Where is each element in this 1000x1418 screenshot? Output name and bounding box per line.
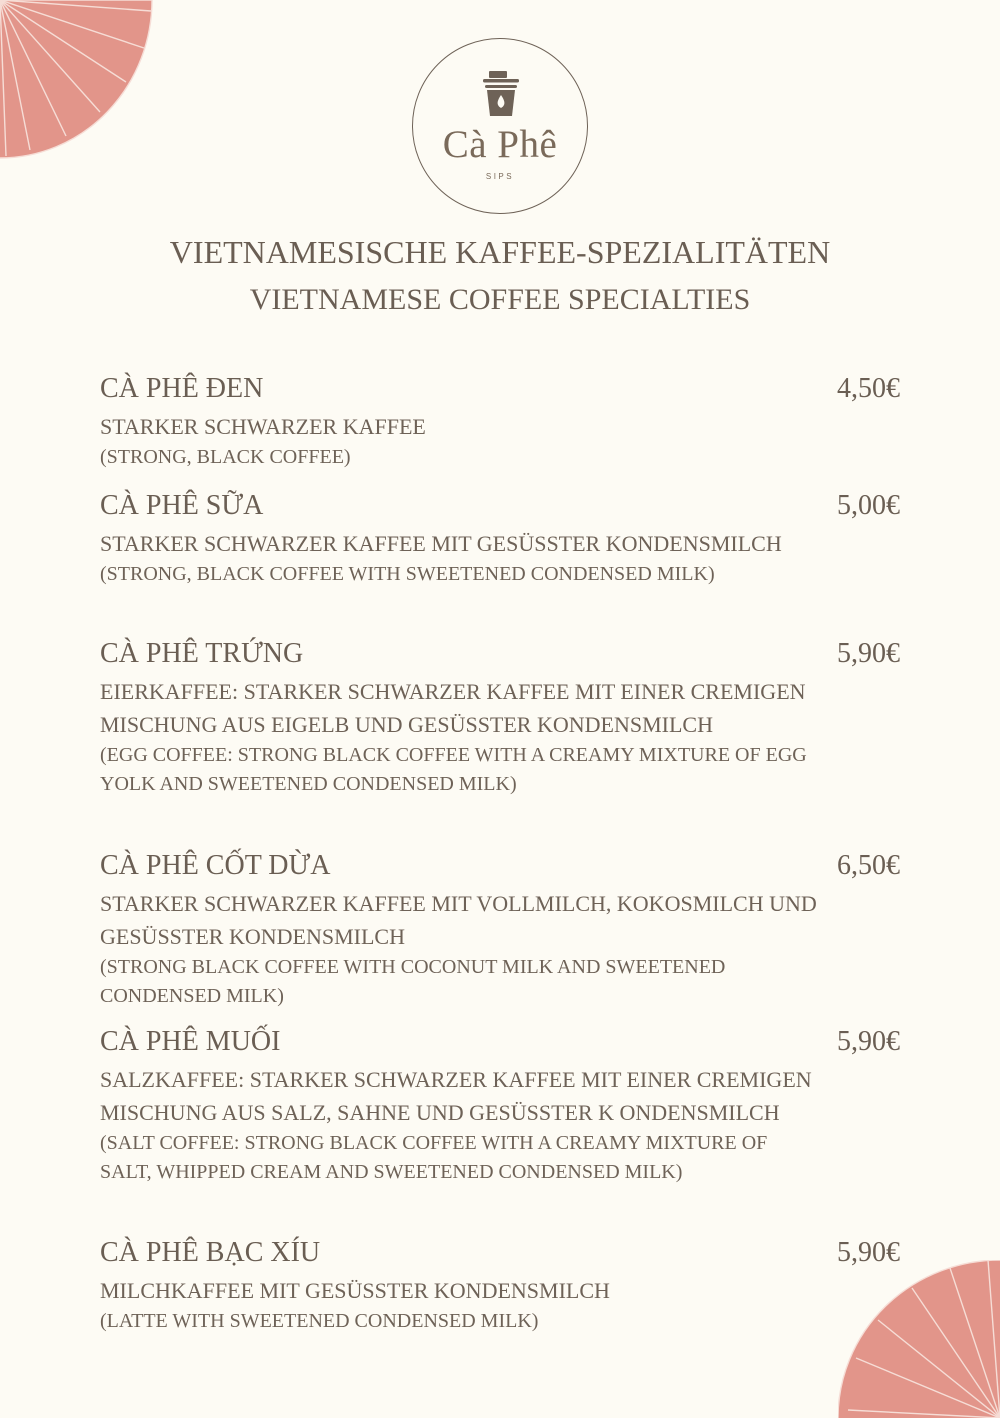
item-price: 6,50€: [837, 850, 900, 881]
item-description-english: (EGG COFFEE: STRONG BLACK COFFEE WITH A CREAMY MIXTURE OF EGG YOLK AND SWEETENED CONDENSED MILK): [100, 743, 807, 795]
item-description-german: MILCHKAFFEE MIT GESÜSSTER KONDENSMILCH: [100, 1277, 610, 1303]
item-price: 5,90€: [837, 1026, 900, 1057]
item-description-german: STARKER SCHWARZER KAFFEE: [100, 413, 426, 439]
item-description-english: (LATTE WITH SWEETENED CONDENSED MILK): [100, 1309, 539, 1332]
item-name: CÀ PHÊ TRỨNG: [100, 638, 304, 669]
item-price: 5,00€: [837, 490, 900, 521]
menu-item: [100, 1025, 900, 1187]
menu-item: [100, 849, 900, 1011]
item-description-german: SALZKAFFEE: STARKER SCHWARZER KAFFEE MIT EINER CREMIGEN MISCHUNG AUS SALZ, SAHNE UND GESÜSSTER K ONDENSMILCH: [100, 1066, 812, 1125]
item-name: CÀ PHÊ CỐT DỪA: [100, 850, 331, 881]
item-name: CÀ PHÊ ĐEN: [100, 373, 264, 404]
phin-filter-icon: [483, 71, 519, 119]
item-description-german: EIERKAFFEE: STARKER SCHWARZER KAFFEE MIT EINER CREMIGEN MISCHUNG AUS EIGELB UND GESÜSSTER KONDENSMILCH: [100, 678, 806, 737]
brand-name: Cà Phê: [442, 123, 558, 166]
menu-item: [100, 489, 900, 589]
item-description-english: (STRONG, BLACK COFFEE): [100, 445, 351, 468]
item-description-english: (STRONG, BLACK COFFEE WITH SWEETENED CONDENSED MILK): [100, 562, 715, 585]
item-price: 4,50€: [837, 373, 900, 404]
item-name: CÀ PHÊ SỮA: [100, 490, 264, 521]
item-name: CÀ PHÊ BẠC XÍU: [100, 1237, 321, 1268]
item-description-english: (SALT COFFEE: STRONG BLACK COFFEE WITH A CREAMY MIXTURE OF SALT, WHIPPED CREAM AND SWEETENED CONDENSED MILK): [100, 1131, 768, 1183]
menu-item: [100, 637, 900, 799]
item-price: 5,90€: [837, 638, 900, 669]
item-price: 5,90€: [837, 1237, 900, 1268]
item-description-german: STARKER SCHWARZER KAFFEE MIT GESÜSSTER KONDENSMILCH: [100, 530, 782, 556]
corner-fan-decoration-top-left: [0, 0, 156, 160]
item-description-german: STARKER SCHWARZER KAFFEE MIT VOLLMILCH, KOKOSMILCH UND GESÜSSTER KONDENSMILCH: [100, 890, 817, 949]
page-title-english: VIETNAMESE COFFEE SPECIALTIES: [249, 283, 751, 316]
page-title-german: VIETNAMESISCHE KAFFEE-SPEZIALITÄTEN: [169, 234, 831, 270]
item-name: CÀ PHÊ MUỐI: [100, 1026, 281, 1057]
menu-item: [100, 1236, 900, 1336]
item-description-english: (STRONG BLACK COFFEE WITH COCONUT MILK AND SWEETENED CONDENSED MILK): [100, 955, 726, 1007]
menu-item: [100, 372, 900, 472]
brand-tagline: SIPS: [485, 172, 515, 181]
brand-logo: [412, 38, 588, 214]
